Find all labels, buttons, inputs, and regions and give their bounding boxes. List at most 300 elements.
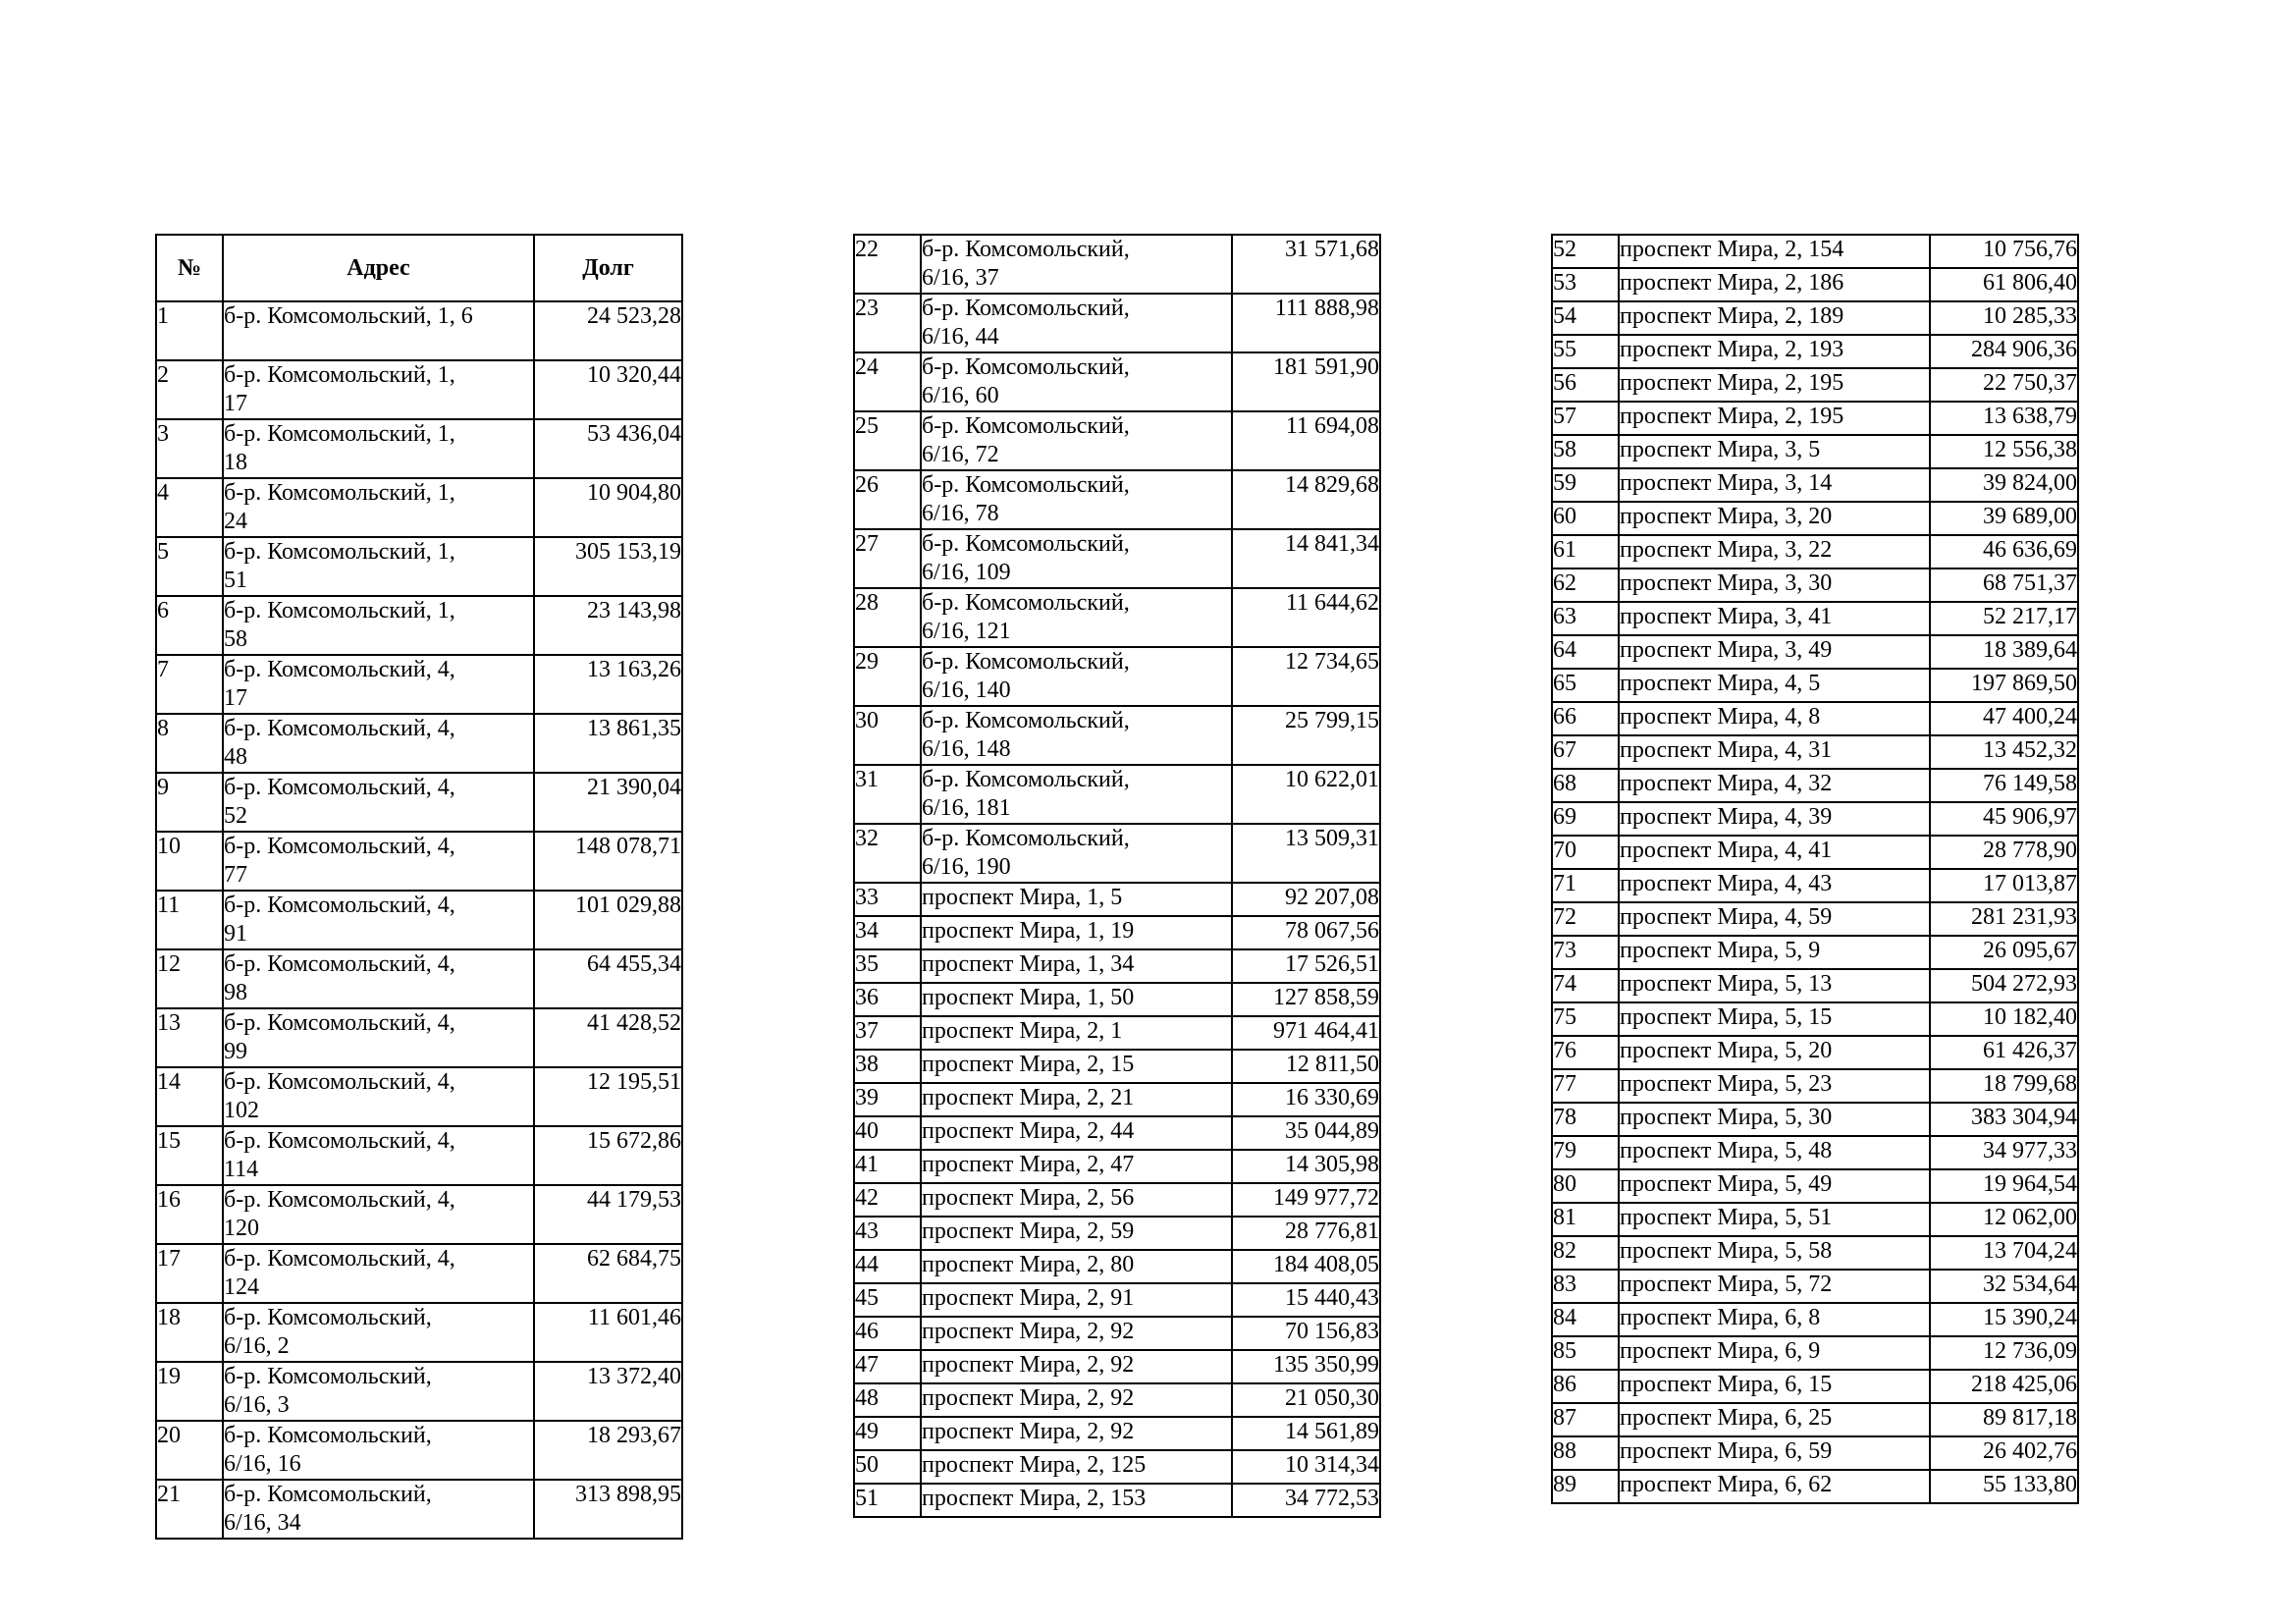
row-address: б-р. Комсомольский, 6/16, 72 <box>921 411 1232 470</box>
row-number: 20 <box>156 1421 223 1480</box>
row-address: проспект Мира, 6, 62 <box>1619 1470 1930 1503</box>
table-row <box>854 916 1380 949</box>
row-debt: 13 861,35 <box>534 714 682 773</box>
row-address: проспект Мира, 2, 193 <box>1619 335 1930 368</box>
table-row <box>156 1480 682 1539</box>
table-row <box>854 1317 1380 1350</box>
row-number: 68 <box>1552 769 1619 802</box>
row-number: 41 <box>854 1150 921 1183</box>
row-debt: 12 811,50 <box>1232 1050 1380 1083</box>
row-address: проспект Мира, 5, 49 <box>1619 1169 1930 1203</box>
row-debt: 53 436,04 <box>534 419 682 478</box>
table-row <box>854 529 1380 588</box>
row-address: проспект Мира, 2, 186 <box>1619 268 1930 301</box>
column-header-number: № <box>156 235 223 301</box>
row-debt: 127 858,59 <box>1232 983 1380 1016</box>
table-row <box>1552 1103 2078 1136</box>
row-address: проспект Мира, 3, 49 <box>1619 635 1930 669</box>
row-debt: 19 964,54 <box>1930 1169 2078 1203</box>
row-address: проспект Мира, 5, 20 <box>1619 1036 1930 1069</box>
table-row <box>854 1350 1380 1383</box>
row-number: 28 <box>854 588 921 647</box>
row-number: 45 <box>854 1283 921 1317</box>
row-address: проспект Мира, 5, 58 <box>1619 1236 1930 1270</box>
row-debt: 35 044,89 <box>1232 1116 1380 1150</box>
row-debt: 13 509,31 <box>1232 824 1380 883</box>
row-debt: 34 977,33 <box>1930 1136 2078 1169</box>
row-number: 61 <box>1552 535 1619 568</box>
row-number: 52 <box>1552 235 1619 268</box>
row-debt: 14 829,68 <box>1232 470 1380 529</box>
table-row <box>1552 1470 2078 1503</box>
row-address: б-р. Комсомольский, 4, 114 <box>223 1126 534 1185</box>
row-number: 38 <box>854 1050 921 1083</box>
row-number: 73 <box>1552 936 1619 969</box>
table-row <box>1552 1036 2078 1069</box>
row-address: б-р. Комсомольский, 6/16, 109 <box>921 529 1232 588</box>
table-row <box>1552 1203 2078 1236</box>
table-row <box>1552 1236 2078 1270</box>
row-number: 36 <box>854 983 921 1016</box>
row-debt: 313 898,95 <box>534 1480 682 1539</box>
row-number: 5 <box>156 537 223 596</box>
table-row <box>156 891 682 949</box>
table-row <box>1552 602 2078 635</box>
table-header-row <box>156 235 682 301</box>
row-debt: 15 672,86 <box>534 1126 682 1185</box>
row-debt: 18 799,68 <box>1930 1069 2078 1103</box>
row-number: 57 <box>1552 402 1619 435</box>
row-number: 23 <box>854 294 921 352</box>
row-address: проспект Мира, 2, 47 <box>921 1150 1232 1183</box>
row-number: 71 <box>1552 869 1619 902</box>
row-number: 32 <box>854 824 921 883</box>
row-address: проспект Мира, 2, 91 <box>921 1283 1232 1317</box>
table-row <box>854 824 1380 883</box>
row-number: 60 <box>1552 502 1619 535</box>
row-number: 9 <box>156 773 223 832</box>
row-address: проспект Мира, 5, 48 <box>1619 1136 1930 1169</box>
row-address: б-р. Комсомольский, 6/16, 37 <box>921 235 1232 294</box>
row-debt: 70 156,83 <box>1232 1317 1380 1350</box>
row-address: б-р. Комсомольский, 4, 17 <box>223 655 534 714</box>
row-debt: 383 304,94 <box>1930 1103 2078 1136</box>
table-row <box>1552 468 2078 502</box>
table-row <box>854 1016 1380 1050</box>
row-number: 26 <box>854 470 921 529</box>
debt-table-3 <box>1551 234 2079 1504</box>
row-debt: 62 684,75 <box>534 1244 682 1303</box>
table-row <box>156 1067 682 1126</box>
row-address: проспект Мира, 4, 43 <box>1619 869 1930 902</box>
table-row <box>1552 301 2078 335</box>
row-address: проспект Мира, 2, 195 <box>1619 368 1930 402</box>
table-row <box>854 949 1380 983</box>
table-row <box>854 1050 1380 1083</box>
row-address: проспект Мира, 6, 25 <box>1619 1403 1930 1436</box>
row-number: 4 <box>156 478 223 537</box>
row-number: 1 <box>156 301 223 360</box>
row-debt: 10 320,44 <box>534 360 682 419</box>
table-row <box>1552 802 2078 836</box>
row-number: 6 <box>156 596 223 655</box>
row-number: 34 <box>854 916 921 949</box>
row-address: б-р. Комсомольский, 6/16, 181 <box>921 765 1232 824</box>
row-address: б-р. Комсомольский, 4, 77 <box>223 832 534 891</box>
row-address: проспект Мира, 4, 59 <box>1619 902 1930 936</box>
row-address: проспект Мира, 5, 51 <box>1619 1203 1930 1236</box>
row-number: 46 <box>854 1317 921 1350</box>
table-row <box>156 478 682 537</box>
row-debt: 47 400,24 <box>1930 702 2078 735</box>
row-number: 27 <box>854 529 921 588</box>
row-debt: 184 408,05 <box>1232 1250 1380 1283</box>
row-debt: 18 389,64 <box>1930 635 2078 669</box>
row-address: б-р. Комсомольский, 6/16, 44 <box>921 294 1232 352</box>
column-header-address: Адрес <box>223 235 534 301</box>
row-address: проспект Мира, 2, 154 <box>1619 235 1930 268</box>
row-address: проспект Мира, 3, 5 <box>1619 435 1930 468</box>
row-debt: 13 452,32 <box>1930 735 2078 769</box>
row-address: проспект Мира, 6, 9 <box>1619 1336 1930 1370</box>
row-number: 58 <box>1552 435 1619 468</box>
row-address: проспект Мира, 3, 20 <box>1619 502 1930 535</box>
row-number: 65 <box>1552 669 1619 702</box>
row-number: 14 <box>156 1067 223 1126</box>
row-debt: 45 906,97 <box>1930 802 2078 836</box>
table-row <box>854 765 1380 824</box>
row-address: проспект Мира, 2, 44 <box>921 1116 1232 1150</box>
row-number: 81 <box>1552 1203 1619 1236</box>
row-address: проспект Мира, 2, 92 <box>921 1350 1232 1383</box>
row-address: проспект Мира, 6, 15 <box>1619 1370 1930 1403</box>
row-address: проспект Мира, 2, 21 <box>921 1083 1232 1116</box>
row-debt: 28 778,90 <box>1930 836 2078 869</box>
row-address: проспект Мира, 2, 92 <box>921 1383 1232 1417</box>
table-row <box>854 1150 1380 1183</box>
row-address: проспект Мира, 2, 56 <box>921 1183 1232 1217</box>
row-debt: 12 062,00 <box>1930 1203 2078 1236</box>
row-number: 77 <box>1552 1069 1619 1103</box>
row-number: 59 <box>1552 468 1619 502</box>
row-address: проспект Мира, 6, 59 <box>1619 1436 1930 1470</box>
row-debt: 52 217,17 <box>1930 602 2078 635</box>
row-number: 70 <box>1552 836 1619 869</box>
row-address: б-р. Комсомольский, 1, 24 <box>223 478 534 537</box>
row-debt: 12 556,38 <box>1930 435 2078 468</box>
row-number: 55 <box>1552 335 1619 368</box>
row-debt: 305 153,19 <box>534 537 682 596</box>
row-debt: 10 904,80 <box>534 478 682 537</box>
row-number: 47 <box>854 1350 921 1383</box>
row-number: 15 <box>156 1126 223 1185</box>
table-row <box>156 1244 682 1303</box>
row-address: б-р. Комсомольский, 6/16, 78 <box>921 470 1232 529</box>
table-row <box>854 588 1380 647</box>
row-number: 42 <box>854 1183 921 1217</box>
row-number: 80 <box>1552 1169 1619 1203</box>
row-address: проспект Мира, 2, 125 <box>921 1450 1232 1484</box>
row-address: б-р. Комсомольский, 6/16, 16 <box>223 1421 534 1480</box>
row-address: б-р. Комсомольский, 6/16, 2 <box>223 1303 534 1362</box>
row-debt: 101 029,88 <box>534 891 682 949</box>
table-row <box>1552 1002 2078 1036</box>
row-address: б-р. Комсомольский, 6/16, 60 <box>921 352 1232 411</box>
row-number: 12 <box>156 949 223 1008</box>
row-debt: 26 095,67 <box>1930 936 2078 969</box>
row-address: проспект Мира, 3, 22 <box>1619 535 1930 568</box>
table-row <box>854 235 1380 294</box>
row-debt: 13 638,79 <box>1930 402 2078 435</box>
debt-table-1 <box>155 234 683 1540</box>
table-row <box>1552 535 2078 568</box>
row-debt: 11 694,08 <box>1232 411 1380 470</box>
row-address: б-р. Комсомольский, 4, 98 <box>223 949 534 1008</box>
row-number: 86 <box>1552 1370 1619 1403</box>
row-address: проспект Мира, 4, 39 <box>1619 802 1930 836</box>
table-row <box>156 832 682 891</box>
row-number: 43 <box>854 1217 921 1250</box>
row-number: 19 <box>156 1362 223 1421</box>
row-debt: 31 571,68 <box>1232 235 1380 294</box>
row-address: проспект Мира, 2, 59 <box>921 1217 1232 1250</box>
row-number: 33 <box>854 883 921 916</box>
row-debt: 13 704,24 <box>1930 1236 2078 1270</box>
row-number: 13 <box>156 1008 223 1067</box>
table-row <box>854 1083 1380 1116</box>
row-address: проспект Мира, 5, 23 <box>1619 1069 1930 1103</box>
table-row <box>854 983 1380 1016</box>
table-row <box>854 470 1380 529</box>
row-debt: 197 869,50 <box>1930 669 2078 702</box>
row-number: 51 <box>854 1484 921 1517</box>
debt-table-1-body <box>156 301 682 1539</box>
row-number: 75 <box>1552 1002 1619 1036</box>
table-row <box>156 419 682 478</box>
row-address: проспект Мира, 2, 92 <box>921 1317 1232 1350</box>
row-number: 87 <box>1552 1403 1619 1436</box>
row-address: проспект Мира, 4, 31 <box>1619 735 1930 769</box>
row-debt: 55 133,80 <box>1930 1470 2078 1503</box>
row-number: 66 <box>1552 702 1619 735</box>
table-row <box>156 1421 682 1480</box>
row-debt: 21 390,04 <box>534 773 682 832</box>
row-number: 29 <box>854 647 921 706</box>
row-address: проспект Мира, 2, 195 <box>1619 402 1930 435</box>
row-address: проспект Мира, 2, 92 <box>921 1417 1232 1450</box>
table-row <box>1552 635 2078 669</box>
row-debt: 61 806,40 <box>1930 268 2078 301</box>
row-address: проспект Мира, 5, 30 <box>1619 1103 1930 1136</box>
row-debt: 11 601,46 <box>534 1303 682 1362</box>
table-row <box>156 714 682 773</box>
row-address: проспект Мира, 1, 50 <box>921 983 1232 1016</box>
row-address: б-р. Комсомольский, 4, 52 <box>223 773 534 832</box>
row-address: б-р. Комсомольский, 6/16, 140 <box>921 647 1232 706</box>
row-number: 78 <box>1552 1103 1619 1136</box>
debt-table-3-body <box>1552 235 2078 1503</box>
row-address: б-р. Комсомольский, 6/16, 190 <box>921 824 1232 883</box>
row-debt: 12 736,09 <box>1930 1336 2078 1370</box>
row-address: проспект Мира, 5, 13 <box>1619 969 1930 1002</box>
table-row <box>854 1383 1380 1417</box>
table-row <box>156 596 682 655</box>
table-row <box>1552 402 2078 435</box>
table-row <box>1552 969 2078 1002</box>
row-address: проспект Мира, 4, 32 <box>1619 769 1930 802</box>
table-row <box>1552 1303 2078 1336</box>
row-number: 35 <box>854 949 921 983</box>
row-debt: 13 372,40 <box>534 1362 682 1421</box>
row-number: 85 <box>1552 1336 1619 1370</box>
table-row <box>1552 769 2078 802</box>
row-debt: 149 977,72 <box>1232 1183 1380 1217</box>
table-row <box>156 1126 682 1185</box>
row-number: 62 <box>1552 568 1619 602</box>
row-debt: 21 050,30 <box>1232 1383 1380 1417</box>
row-debt: 11 644,62 <box>1232 588 1380 647</box>
row-number: 53 <box>1552 268 1619 301</box>
row-number: 48 <box>854 1383 921 1417</box>
row-address: проспект Мира, 3, 14 <box>1619 468 1930 502</box>
row-debt: 68 751,37 <box>1930 568 2078 602</box>
row-debt: 78 067,56 <box>1232 916 1380 949</box>
row-number: 50 <box>854 1450 921 1484</box>
row-number: 11 <box>156 891 223 949</box>
table-row <box>156 537 682 596</box>
row-debt: 971 464,41 <box>1232 1016 1380 1050</box>
table-row <box>854 1450 1380 1484</box>
row-number: 79 <box>1552 1136 1619 1169</box>
row-number: 17 <box>156 1244 223 1303</box>
row-number: 44 <box>854 1250 921 1283</box>
table-row <box>156 1303 682 1362</box>
row-address: проспект Мира, 1, 5 <box>921 883 1232 916</box>
row-address: проспект Мира, 1, 34 <box>921 949 1232 983</box>
table-row <box>156 655 682 714</box>
row-number: 30 <box>854 706 921 765</box>
row-address: б-р. Комсомольский, 4, 91 <box>223 891 534 949</box>
row-debt: 39 824,00 <box>1930 468 2078 502</box>
row-address: проспект Мира, 2, 189 <box>1619 301 1930 335</box>
row-number: 25 <box>854 411 921 470</box>
row-debt: 10 314,34 <box>1232 1450 1380 1484</box>
row-debt: 10 756,76 <box>1930 235 2078 268</box>
table-row <box>1552 1169 2078 1203</box>
row-address: б-р. Комсомольский, 4, 102 <box>223 1067 534 1126</box>
row-debt: 17 013,87 <box>1930 869 2078 902</box>
table-row <box>854 294 1380 352</box>
row-debt: 17 526,51 <box>1232 949 1380 983</box>
table-row <box>156 1362 682 1421</box>
row-number: 83 <box>1552 1270 1619 1303</box>
table-row <box>1552 836 2078 869</box>
row-number: 72 <box>1552 902 1619 936</box>
row-debt: 25 799,15 <box>1232 706 1380 765</box>
table-row <box>1552 1069 2078 1103</box>
row-address: проспект Мира, 3, 41 <box>1619 602 1930 635</box>
row-number: 69 <box>1552 802 1619 836</box>
row-debt: 10 622,01 <box>1232 765 1380 824</box>
row-number: 40 <box>854 1116 921 1150</box>
row-debt: 181 591,90 <box>1232 352 1380 411</box>
table-row <box>1552 235 2078 268</box>
debt-table-2-body <box>854 235 1380 1517</box>
row-address: б-р. Комсомольский, 1, 58 <box>223 596 534 655</box>
row-address: проспект Мира, 4, 41 <box>1619 836 1930 869</box>
row-debt: 24 523,28 <box>534 301 682 360</box>
row-number: 76 <box>1552 1036 1619 1069</box>
row-number: 74 <box>1552 969 1619 1002</box>
row-debt: 61 426,37 <box>1930 1036 2078 1069</box>
table-row <box>1552 335 2078 368</box>
row-address: б-р. Комсомольский, 6/16, 34 <box>223 1480 534 1539</box>
table-row <box>854 883 1380 916</box>
row-number: 64 <box>1552 635 1619 669</box>
row-debt: 12 195,51 <box>534 1067 682 1126</box>
table-row <box>854 411 1380 470</box>
table-row <box>1552 1370 2078 1403</box>
row-number: 16 <box>156 1185 223 1244</box>
row-debt: 34 772,53 <box>1232 1484 1380 1517</box>
table-row <box>1552 936 2078 969</box>
row-number: 7 <box>156 655 223 714</box>
table-row <box>1552 568 2078 602</box>
row-debt: 32 534,64 <box>1930 1270 2078 1303</box>
row-debt: 218 425,06 <box>1930 1370 2078 1403</box>
row-address: проспект Мира, 5, 72 <box>1619 1270 1930 1303</box>
row-debt: 148 078,71 <box>534 832 682 891</box>
row-number: 39 <box>854 1083 921 1116</box>
row-debt: 16 330,69 <box>1232 1083 1380 1116</box>
row-number: 54 <box>1552 301 1619 335</box>
row-address: б-р. Комсомольский, 4, 120 <box>223 1185 534 1244</box>
table-row <box>1552 502 2078 535</box>
table-row <box>1552 735 2078 769</box>
table-row <box>854 1217 1380 1250</box>
row-number: 21 <box>156 1480 223 1539</box>
row-address: проспект Мира, 5, 9 <box>1619 936 1930 969</box>
row-debt: 23 143,98 <box>534 596 682 655</box>
row-address: проспект Мира, 4, 8 <box>1619 702 1930 735</box>
table-row <box>854 1250 1380 1283</box>
row-debt: 284 906,36 <box>1930 335 2078 368</box>
table-row <box>156 949 682 1008</box>
row-debt: 26 402,76 <box>1930 1436 2078 1470</box>
row-number: 24 <box>854 352 921 411</box>
row-address: проспект Мира, 1, 19 <box>921 916 1232 949</box>
row-address: проспект Мира, 2, 153 <box>921 1484 1232 1517</box>
row-address: б-р. Комсомольский, 4, 48 <box>223 714 534 773</box>
row-debt: 92 207,08 <box>1232 883 1380 916</box>
row-debt: 14 561,89 <box>1232 1417 1380 1450</box>
table-row <box>1552 869 2078 902</box>
row-address: проспект Мира, 2, 80 <box>921 1250 1232 1283</box>
row-address: проспект Мира, 5, 15 <box>1619 1002 1930 1036</box>
row-debt: 10 285,33 <box>1930 301 2078 335</box>
row-address: б-р. Комсомольский, 1, 6 <box>223 301 534 360</box>
table-row <box>1552 1270 2078 1303</box>
debt-table-2 <box>853 234 1381 1518</box>
table-row <box>854 1417 1380 1450</box>
row-debt: 22 750,37 <box>1930 368 2078 402</box>
row-debt: 39 689,00 <box>1930 502 2078 535</box>
row-number: 3 <box>156 419 223 478</box>
row-number: 67 <box>1552 735 1619 769</box>
row-address: б-р. Комсомольский, 1, 18 <box>223 419 534 478</box>
row-number: 10 <box>156 832 223 891</box>
table-row <box>156 1185 682 1244</box>
